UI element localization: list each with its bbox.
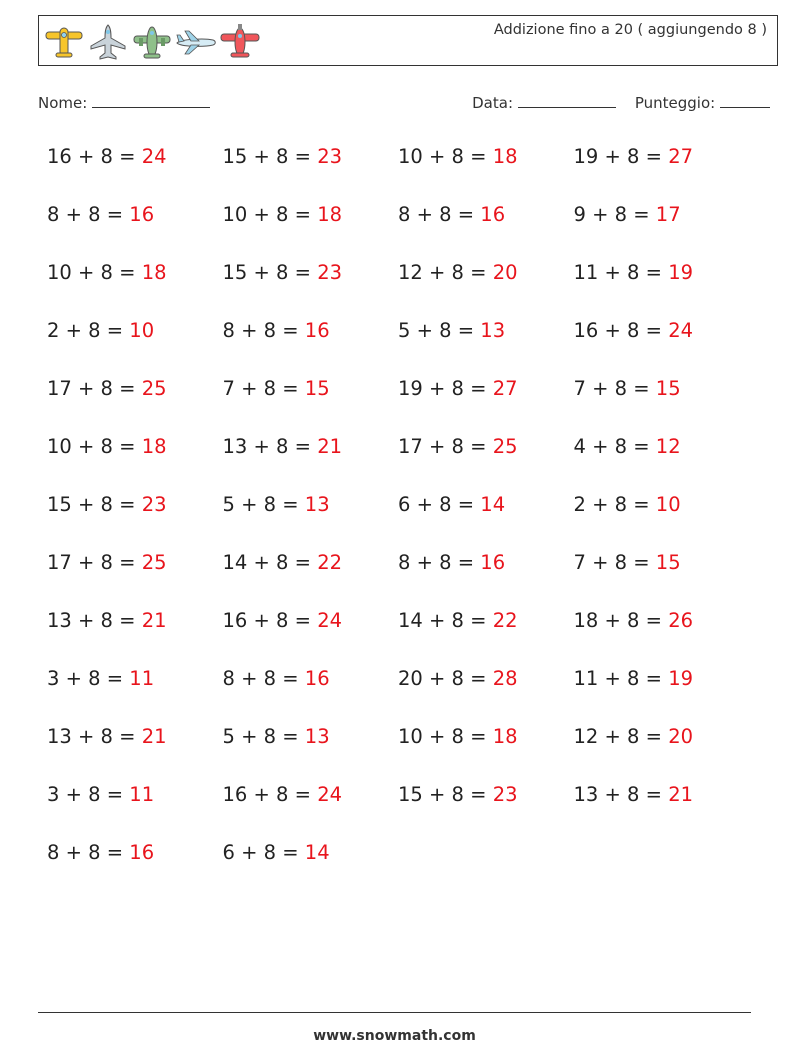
problem-item — [223, 551, 343, 574]
problem-item — [223, 841, 330, 864]
problem-equation: 10 + 8 = — [398, 725, 493, 748]
problem-item — [574, 783, 694, 806]
problem-item — [574, 609, 694, 632]
problem-item — [47, 667, 154, 690]
problem-item — [47, 493, 167, 516]
problem-equation: 8 + 8 = — [222, 667, 305, 690]
problem-item — [223, 783, 343, 806]
problem-equation: 13 + 8 = — [47, 725, 142, 748]
problem-equation: 7 + 8 = — [573, 551, 656, 574]
problem-answer: 23 — [317, 261, 343, 284]
problem-answer: 25 — [141, 551, 167, 574]
problem-answer: 24 — [668, 319, 694, 342]
problem-equation: 15 + 8 = — [222, 261, 318, 284]
problem-item — [574, 261, 694, 284]
problem-equation: 17 + 8 = — [398, 435, 493, 458]
problem-equation: 12 + 8 = — [573, 725, 669, 748]
problem-answer: 18 — [492, 145, 518, 168]
green-plane-icon — [131, 22, 173, 62]
problem-equation: 15 + 8 = — [47, 493, 142, 516]
problem-equation: 10 + 8 = — [398, 145, 493, 168]
problem-item — [398, 609, 518, 632]
footer-divider — [38, 1012, 751, 1013]
problem-answer: 25 — [492, 435, 518, 458]
problem-answer: 18 — [317, 203, 343, 226]
problem-equation: 4 + 8 = — [573, 435, 656, 458]
problem-equation: 16 + 8 = — [222, 609, 318, 632]
problem-answer: 27 — [492, 377, 518, 400]
problem-equation: 10 + 8 = — [47, 435, 142, 458]
problem-answer: 14 — [304, 841, 330, 864]
problem-answer: 10 — [129, 319, 155, 342]
name-field — [38, 93, 210, 112]
problem-item — [47, 783, 154, 806]
worksheet-header — [38, 15, 778, 66]
problem-item — [398, 435, 518, 458]
problem-equation: 16 + 8 = — [573, 319, 669, 342]
problem-item — [574, 435, 681, 458]
problem-answer: 13 — [304, 493, 330, 516]
problem-answer: 24 — [141, 145, 167, 168]
problem-equation: 8 + 8 = — [47, 203, 130, 226]
problem-equation: 9 + 8 = — [573, 203, 656, 226]
problem-equation: 5 + 8 = — [398, 319, 481, 342]
problem-answer: 11 — [129, 783, 155, 806]
problem-answer: 19 — [668, 667, 694, 690]
problem-equation: 19 + 8 = — [398, 377, 493, 400]
problem-equation: 14 + 8 = — [222, 551, 318, 574]
problem-item — [47, 261, 167, 284]
problem-item — [47, 841, 154, 864]
plane-icons — [43, 22, 261, 62]
problem-item — [574, 551, 681, 574]
problem-equation: 2 + 8 = — [47, 319, 130, 342]
problem-equation: 16 + 8 = — [222, 783, 318, 806]
problem-equation: 3 + 8 = — [47, 783, 130, 806]
problem-item — [398, 725, 518, 748]
problem-equation: 6 + 8 = — [222, 841, 305, 864]
problem-answer: 28 — [492, 667, 518, 690]
problem-item — [398, 203, 505, 226]
problem-item — [47, 203, 154, 226]
problem-item — [223, 319, 330, 342]
problem-equation: 8 + 8 = — [398, 203, 481, 226]
problem-item — [398, 667, 518, 690]
problem-item — [574, 725, 694, 748]
problem-equation: 13 + 8 = — [222, 435, 318, 458]
problem-answer: 21 — [141, 609, 167, 632]
problem-answer: 20 — [492, 261, 518, 284]
problem-item — [574, 667, 694, 690]
problem-answer: 15 — [655, 551, 681, 574]
problem-item — [223, 261, 343, 284]
problem-item — [47, 551, 167, 574]
problem-answer: 19 — [668, 261, 694, 284]
problem-item — [223, 377, 330, 400]
problem-answer: 13 — [304, 725, 330, 748]
problem-answer: 23 — [141, 493, 167, 516]
problem-item — [47, 377, 167, 400]
problem-answer: 14 — [480, 493, 506, 516]
problem-answer: 21 — [317, 435, 343, 458]
problem-answer: 16 — [480, 551, 506, 574]
date-blank[interactable] — [518, 93, 616, 108]
problem-answer: 24 — [317, 609, 343, 632]
problem-answer: 16 — [480, 203, 506, 226]
problem-equation: 16 + 8 = — [47, 145, 142, 168]
problem-equation: 6 + 8 = — [398, 493, 481, 516]
problem-equation: 14 + 8 = — [398, 609, 493, 632]
problem-equation: 17 + 8 = — [47, 377, 142, 400]
problem-item — [223, 609, 343, 632]
problem-answer: 23 — [317, 145, 343, 168]
problem-answer: 11 — [129, 667, 155, 690]
score-label: Punteggio: — [634, 94, 716, 112]
problem-equation: 3 + 8 = — [47, 667, 130, 690]
problem-equation: 18 + 8 = — [573, 609, 669, 632]
problem-item — [47, 435, 167, 458]
problem-equation: 17 + 8 = — [47, 551, 142, 574]
problem-equation: 10 + 8 = — [222, 203, 318, 226]
problem-item — [398, 319, 505, 342]
blue-jet-icon — [175, 22, 217, 62]
problem-answer: 26 — [668, 609, 694, 632]
problem-item — [398, 783, 518, 806]
problem-item — [47, 319, 154, 342]
problem-equation: 11 + 8 = — [573, 667, 669, 690]
problem-answer: 16 — [304, 319, 330, 342]
problem-equation: 2 + 8 = — [573, 493, 656, 516]
name-blank[interactable] — [92, 93, 210, 108]
date-score-fields — [472, 93, 770, 112]
problem-answer: 27 — [668, 145, 694, 168]
problem-item — [47, 145, 167, 168]
problem-equation: 10 + 8 = — [47, 261, 142, 284]
problem-item — [398, 493, 505, 516]
problem-answer: 18 — [141, 261, 167, 284]
problem-item — [223, 725, 330, 748]
yellow-plane-icon — [43, 22, 85, 62]
problem-equation: 5 + 8 = — [222, 493, 305, 516]
problem-equation: 7 + 8 = — [573, 377, 656, 400]
problem-answer: 21 — [141, 725, 167, 748]
problem-equation: 11 + 8 = — [573, 261, 669, 284]
problem-answer: 23 — [492, 783, 518, 806]
problem-answer: 16 — [304, 667, 330, 690]
problem-answer: 16 — [129, 203, 155, 226]
problem-answer: 12 — [655, 435, 681, 458]
problem-item — [398, 145, 518, 168]
problem-item — [223, 203, 343, 226]
grey-plane-icon — [87, 22, 129, 62]
problem-item — [398, 551, 505, 574]
worksheet-title: Addizione fino a 20 ( aggiungendo 8 ) — [493, 22, 767, 38]
name-label: Nome: — [38, 94, 88, 112]
problem-answer: 25 — [141, 377, 167, 400]
problem-equation: 8 + 8 = — [222, 319, 305, 342]
problem-equation: 15 + 8 = — [398, 783, 493, 806]
problem-item — [398, 377, 518, 400]
problem-equation: 7 + 8 = — [222, 377, 305, 400]
problem-equation: 8 + 8 = — [47, 841, 130, 864]
problem-answer: 24 — [317, 783, 343, 806]
problem-answer: 22 — [317, 551, 343, 574]
problem-answer: 15 — [655, 377, 681, 400]
problem-answer: 22 — [492, 609, 518, 632]
problem-item — [47, 725, 167, 748]
problem-equation: 5 + 8 = — [222, 725, 305, 748]
problem-equation: 13 + 8 = — [573, 783, 669, 806]
problem-answer: 17 — [655, 203, 681, 226]
problem-item — [223, 435, 343, 458]
problem-item — [574, 377, 681, 400]
problem-answer: 21 — [668, 783, 694, 806]
problem-item — [398, 261, 518, 284]
problem-item — [574, 203, 681, 226]
problem-item — [223, 493, 330, 516]
problem-equation: 8 + 8 = — [398, 551, 481, 574]
problem-answer: 20 — [668, 725, 694, 748]
problem-item — [223, 667, 330, 690]
date-label: Data: — [472, 94, 513, 112]
problem-answer: 10 — [655, 493, 681, 516]
problem-answer: 18 — [492, 725, 518, 748]
problem-item — [574, 319, 694, 342]
red-plane-icon — [219, 22, 261, 62]
problem-item — [223, 145, 343, 168]
problem-answer: 18 — [141, 435, 167, 458]
problem-equation: 12 + 8 = — [398, 261, 493, 284]
problem-equation: 20 + 8 = — [398, 667, 493, 690]
problem-answer: 13 — [480, 319, 506, 342]
problem-item — [47, 609, 167, 632]
problem-item — [574, 493, 681, 516]
problem-equation: 13 + 8 = — [47, 609, 142, 632]
problem-answer: 15 — [304, 377, 330, 400]
problem-answer: 16 — [129, 841, 155, 864]
footer-site: www.snowmath.com — [313, 1028, 476, 1044]
problem-equation: 19 + 8 = — [573, 145, 669, 168]
problem-item — [574, 145, 694, 168]
problem-equation: 15 + 8 = — [222, 145, 318, 168]
score-blank[interactable] — [720, 93, 770, 108]
